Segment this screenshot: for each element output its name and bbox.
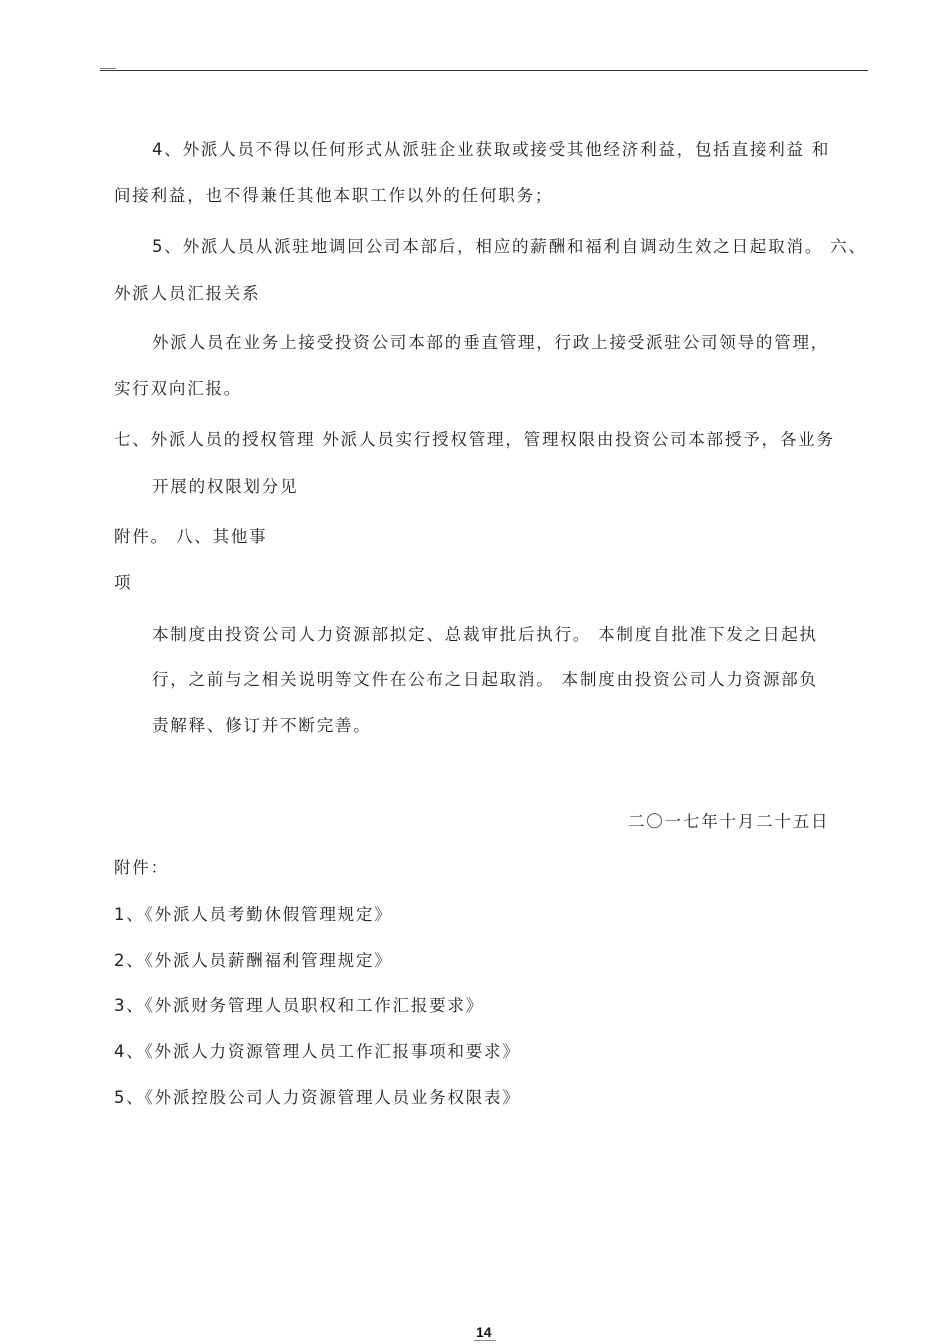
- attachment-item: 3、《外派财务管理人员职权和工作汇报要求》: [114, 996, 485, 1015]
- attachment-item: 2、《外派人员薪酬福利管理规定》: [114, 951, 393, 970]
- header-rule: [100, 70, 868, 71]
- misc-line-2: 行，之前与之相关说明等文件在公布之日起取消。 本制度由投资公司人力资源部负: [152, 670, 818, 689]
- header-rule-tick: [100, 68, 116, 69]
- attachment-item: 5、《外派控股公司人力资源管理人员业务权限表》: [114, 1088, 521, 1107]
- section-8-line-2: 项: [114, 573, 133, 592]
- reporting-line-1: 外派人员在业务上接受投资公司本部的垂直管理，行政上接受派驻公司领导的管理，: [152, 333, 830, 352]
- clause-5-line-1: 5、外派人员从派驻地调回公司本部后，相应的薪酬和福利自调动生效之日起取消。 六、: [152, 237, 867, 256]
- misc-line-1: 本制度由投资公司人力资源部拟定、总裁审批后执行。 本制度自批准下发之日起执: [152, 625, 818, 644]
- page-number: 14: [476, 1324, 492, 1340]
- clause-4-line-2: 间接利益，也不得兼任其他本职工作以外的任何职务；: [114, 186, 554, 205]
- clause-4-line-1: 4、外派人员不得以任何形式从派驻企业获取或接受其他经济利益，包括直接利益 和: [152, 140, 831, 159]
- misc-line-3: 责解释、修订并不断完善。: [152, 716, 372, 735]
- attachment-item: 4、《外派人力资源管理人员工作汇报事项和要求》: [114, 1042, 521, 1061]
- clause-5-line-2: 外派人员汇报关系: [114, 284, 261, 303]
- attachments-title: 附件：: [114, 858, 169, 877]
- attachment-item: 1、《外派人员考勤休假管理规定》: [114, 905, 393, 924]
- reporting-line-2: 实行双向汇报。: [114, 379, 243, 398]
- section-8-line-1: 附件。 八、其他事: [114, 527, 268, 546]
- page-number-underline: [474, 1340, 496, 1341]
- section-7-line-1: 七、外派人员的授权管理 外派人员实行授权管理，管理权限由投资公司本部授予，各业务: [114, 430, 835, 449]
- section-7-line-2: 开展的权限划分见: [152, 477, 299, 496]
- issue-date: 二〇一七年十月二十五日: [628, 812, 830, 831]
